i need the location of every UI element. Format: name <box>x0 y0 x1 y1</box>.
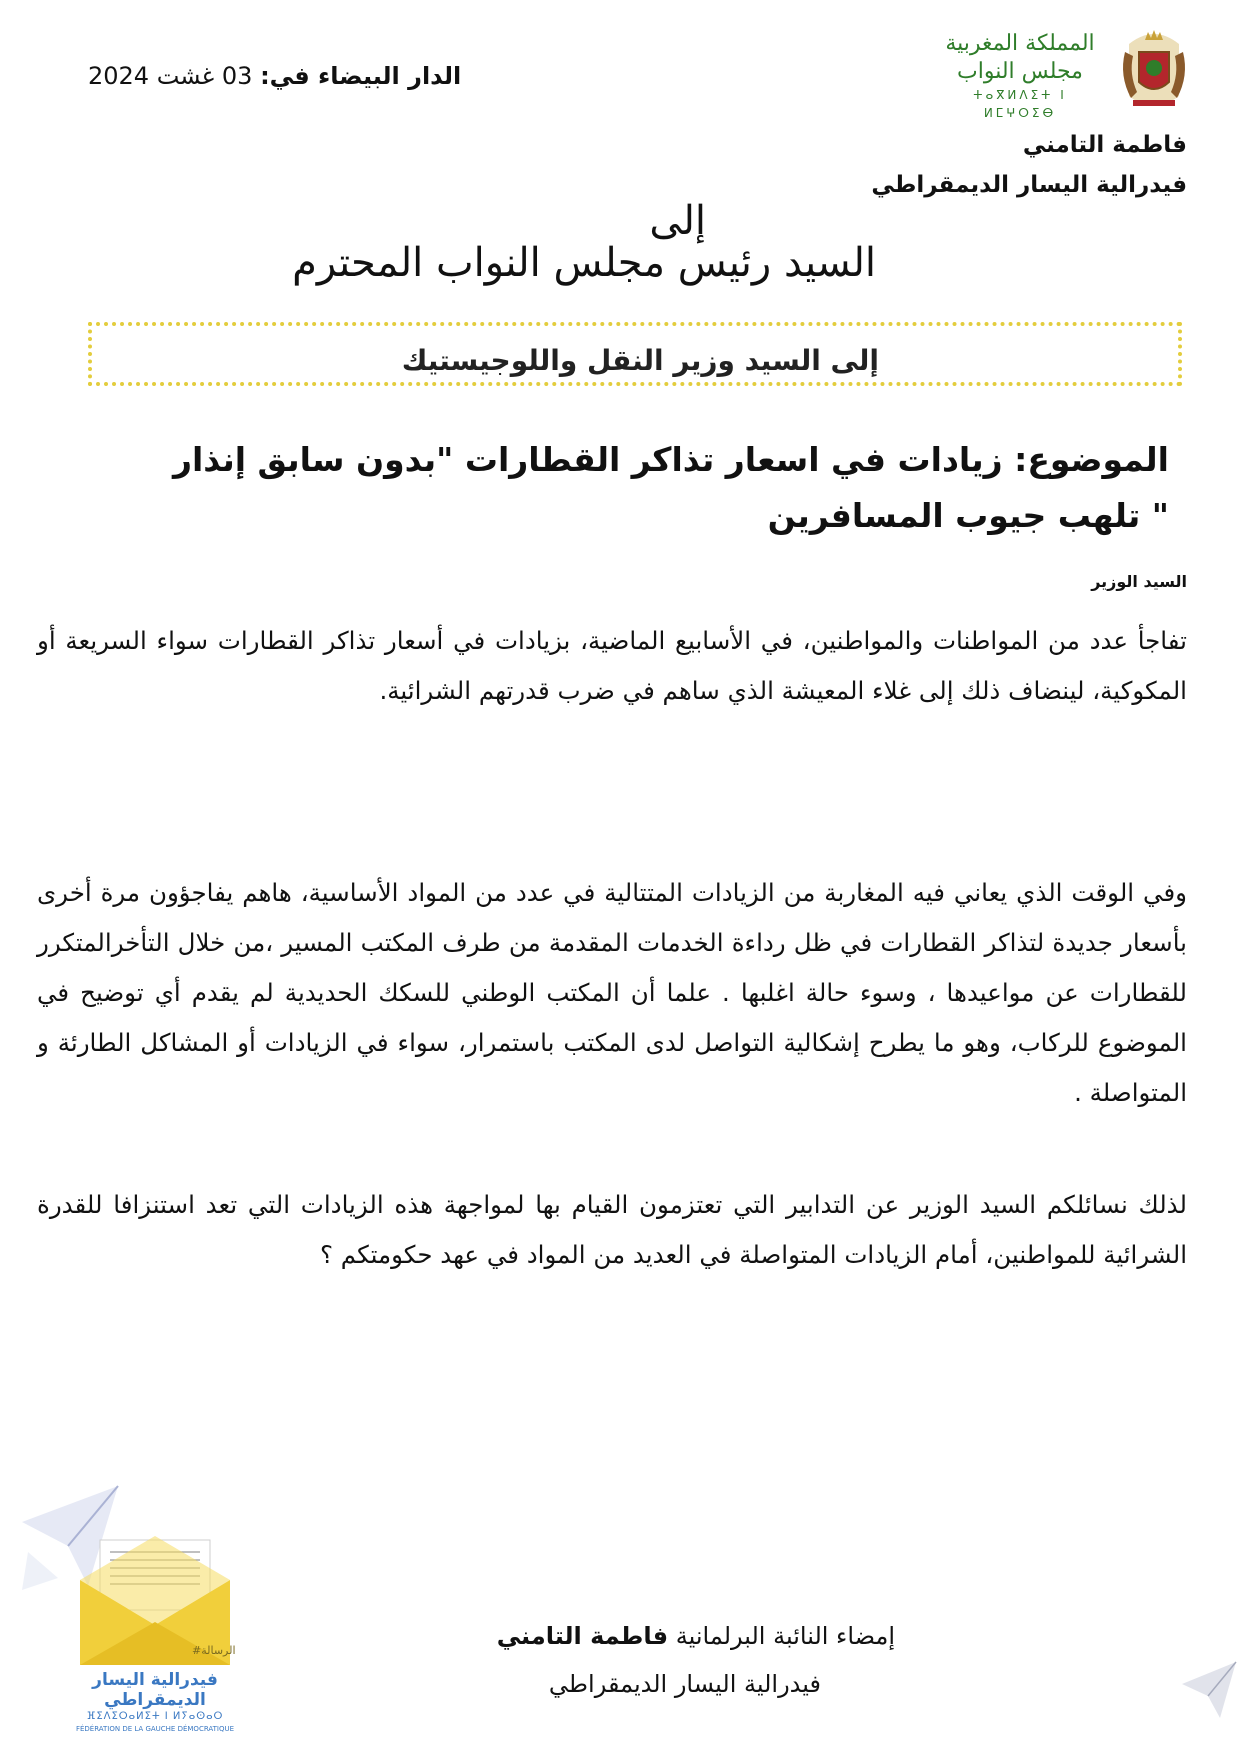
parliament-name: مجلس النواب <box>957 59 1083 84</box>
kingdom-text <box>935 30 1105 122</box>
federation-tifinagh: ⴼⵉⴷⵉⵔⴰⵍⵉⵜ ⵏ ⵍⵢⴰⵙⴰⵔ <box>86 1711 224 1722</box>
signature-name: فاطمة التامني <box>496 1622 669 1650</box>
date-value: 03 غشت 2024 <box>88 62 253 90</box>
envelope-hashtag: #الرسالة <box>192 1644 236 1657</box>
paragraph-1: تفاجأ عدد من المواطنات والمواطنين، في الأسابيع الماضية، بزيادات في أسعار تذاكر القطارات سواء السريعة أو المكوكية، لينضاف ذلك إلى غلاء المعيشة الذي ساهم في ضرب قدرتهم الشرائية. <box>37 626 1187 705</box>
paragraph-3: لذلك نسائلكم السيد الوزير عن التدابير التي تعتزمون القيام بها لمواجهة هذه الزيادات التي تعد استنزافا للقدرة الشرائية للمواطنين، أمام الزيادات المتواصلة في العديد من المواد في عهد حكومتكم ؟ <box>37 1190 1187 1269</box>
addressee-minister: إلى السيد وزير النقل واللوجيستيك <box>401 344 879 377</box>
date-line <box>88 62 508 90</box>
salutation: السيد الوزير <box>1091 572 1187 591</box>
signature-party: فيدرالية اليسار الديمقراطي <box>548 1670 821 1698</box>
parliament-logo <box>931 26 1191 120</box>
addressee-president: السيد رئيس مجلس النواب المحترم <box>292 240 876 286</box>
kingdom-tifinagh: ⵜⴰⴳⵍⴷⵉⵜ ⵏ ⵍⵎⵖⵔⵉⴱ <box>973 88 1067 120</box>
sender-party: فيدرالية اليسار الديمقراطي <box>871 172 1187 198</box>
date-label: الدار البيضاء في: <box>260 62 462 90</box>
subject-line: الموضوع: زيادات في اسعار تذاكر القطارات "بدون سابق إنذار " تلهب جيوب المسافرين <box>172 440 1169 535</box>
kingdom-name: المملكة المغربية <box>945 31 1095 56</box>
sender-name: فاطمة التامني <box>1022 132 1187 158</box>
to-label: إلى <box>649 198 706 244</box>
paper-plane-icon <box>1180 1660 1240 1720</box>
federation-arabic: فيدرالية اليسار الديمقراطي <box>92 1670 218 1710</box>
federation-logo <box>70 1530 240 1733</box>
signature-line <box>497 1622 895 1650</box>
signature-prefix: إمضاء النائبة البرلمانية <box>675 1622 895 1650</box>
paragraph-2: وفي الوقت الذي يعاني فيه المغاربة من الزيادات المتتالية في عدد من المواد الأساسية، هاهم يفاجؤون مرة أخرى بأسعار جديدة لتذاكر القطارات في ظل رداءة الخدمات المقدمة من طرف المكتب المسير ،من خلال التأخرالمتكرر للقطارات عن مواعيدها ، وسوء حالة اغلبها . علما أن المكتب الوطني للسكك الحديدية لم يقدم أي توضيح في الموضوع للركاب، وهو ما يطرح إشكالية التواصل لدى المكتب باستمرار، سواء في الزيادات أو المشاكل الطارئة و المتواصلة . <box>37 878 1187 1107</box>
coat-of-arms-icon <box>1117 26 1191 112</box>
federation-french: FÉDÉRATION DE LA GAUCHE DÉMOCRATIQUE <box>75 1725 235 1733</box>
envelope-icon <box>70 1530 240 1670</box>
federation-logo-text <box>70 1670 240 1734</box>
